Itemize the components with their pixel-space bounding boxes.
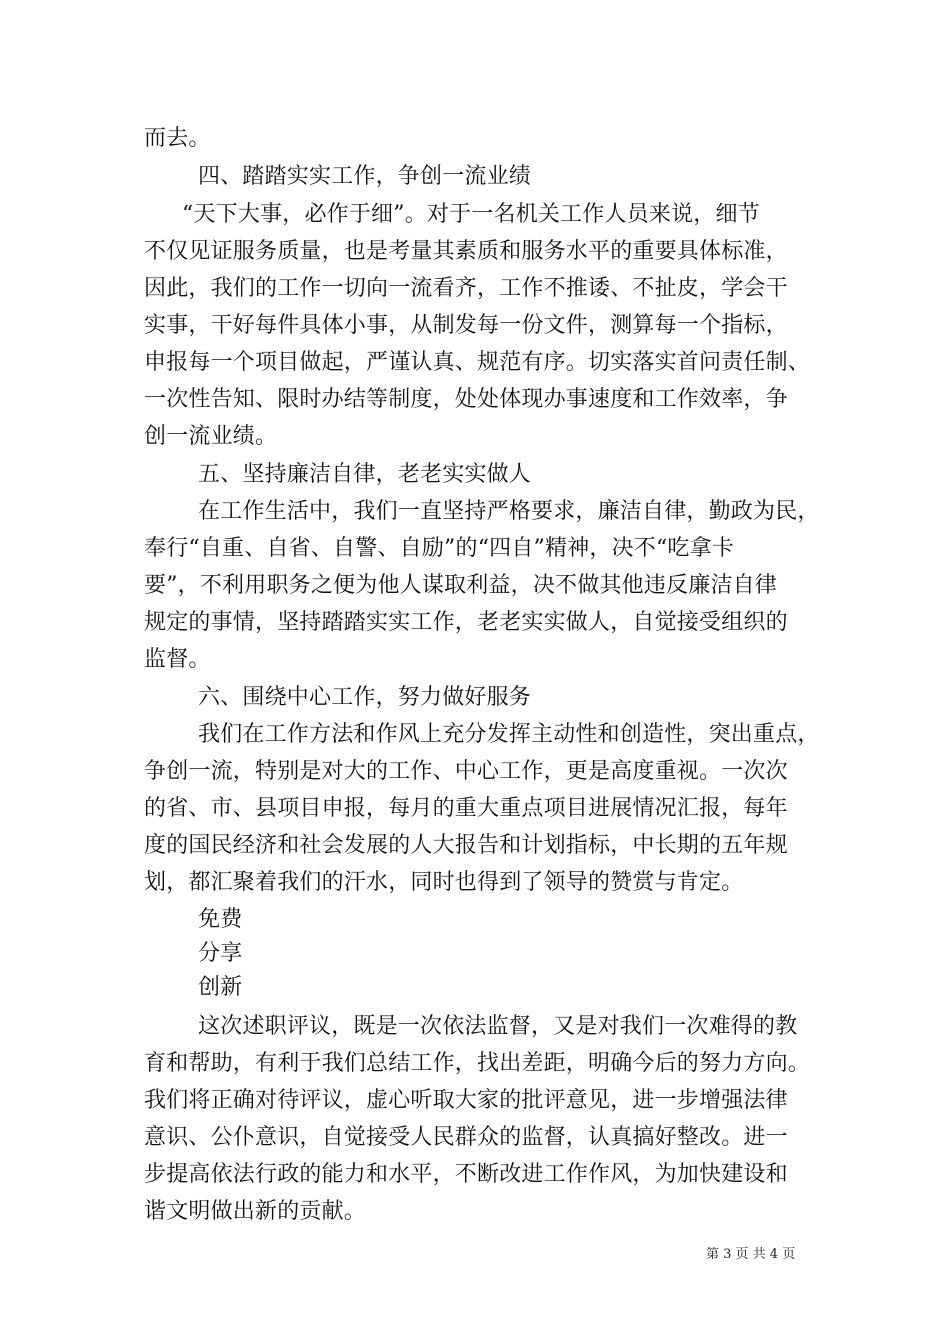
text-line: 规定的事情，坚持踏踏实实工作，老老实实做人，自觉接受组织的 [144, 610, 788, 635]
page-number: 第 3 页 共 4 页 [706, 1247, 796, 1262]
text-line: 创新 [198, 975, 243, 1000]
text-line: “天下大事，必作于细”。对于一名机关工作人员来说，细节 [182, 202, 760, 227]
text-line: 意识、公仆意识，自觉接受人民群众的监督，认真搞好整改。进一 [144, 1125, 788, 1150]
text-line: 在工作生活中，我们一直坚持严格要求，廉洁自律，勤政为民， [198, 499, 820, 524]
text-line: 而去。 [144, 126, 211, 151]
text-line: 我们将正确对待评议，虚心听取大家的批评意见，进一步增强法律 [144, 1088, 788, 1113]
text-line: 监督。 [144, 647, 211, 672]
text-line: 申报每一个项目做起，严谨认真、规范有序。切实落实首问责任制、 [144, 350, 811, 375]
section-heading-5: 五、坚持廉洁自律，老老实实做人 [198, 462, 532, 487]
text-line: 育和帮助，有利于我们总结工作，找出差距，明确今后的努力方向。 [144, 1051, 811, 1076]
text-line: 划，都汇聚着我们的汗水，同时也得到了领导的赞赏与肯定。 [144, 870, 744, 895]
text-line: 争创一流，特别是对大的工作、中心工作，更是高度重视。一次次 [144, 759, 788, 784]
text-line: 步提高依法行政的能力和水平，不断改进工作作风，为加快建设和 [144, 1162, 788, 1187]
text-line: 度的国民经济和社会发展的人大报告和计划指标，中长期的五年规 [144, 833, 788, 858]
text-line: 因此，我们的工作一切向一流看齐，工作不推诿、不扯皮，学会干 [144, 276, 788, 301]
text-line: 不仅见证服务质量，也是考量其素质和服务水平的重要具体标准， [144, 239, 788, 264]
text-line: 谐文明做出新的贡献。 [144, 1199, 367, 1224]
text-line: 要”，不利用职务之便为他人谋取利益，决不做其他违反廉洁自律 [144, 573, 778, 598]
text-line: 创一流业绩。 [144, 424, 278, 449]
text-line: 一次性告知、限时办结等制度，处处体现办事速度和工作效率，争 [144, 387, 788, 412]
text-line: 奉行“自重、自省、自警、自励”的“四自”精神，决不“吃拿卡 [144, 536, 735, 561]
section-heading-6: 六、围绕中心工作，努力做好服务 [198, 685, 532, 710]
text-line: 的省、市、县项目申报，每月的重大重点项目进展情况汇报，每年 [144, 796, 788, 821]
text-line: 分享 [198, 941, 243, 966]
text-line: 这次述职评议，既是一次依法监督，又是对我们一次难得的教 [198, 1014, 798, 1039]
text-line: 免费 [198, 907, 243, 932]
text-line: 我们在工作方法和作风上充分发挥主动性和创造性，突出重点， [198, 722, 820, 747]
text-line: 实事，干好每件具体小事，从制发每一份文件，测算每一个指标， [144, 313, 788, 338]
section-heading-4: 四、踏踏实实工作，争创一流业绩 [198, 164, 532, 189]
